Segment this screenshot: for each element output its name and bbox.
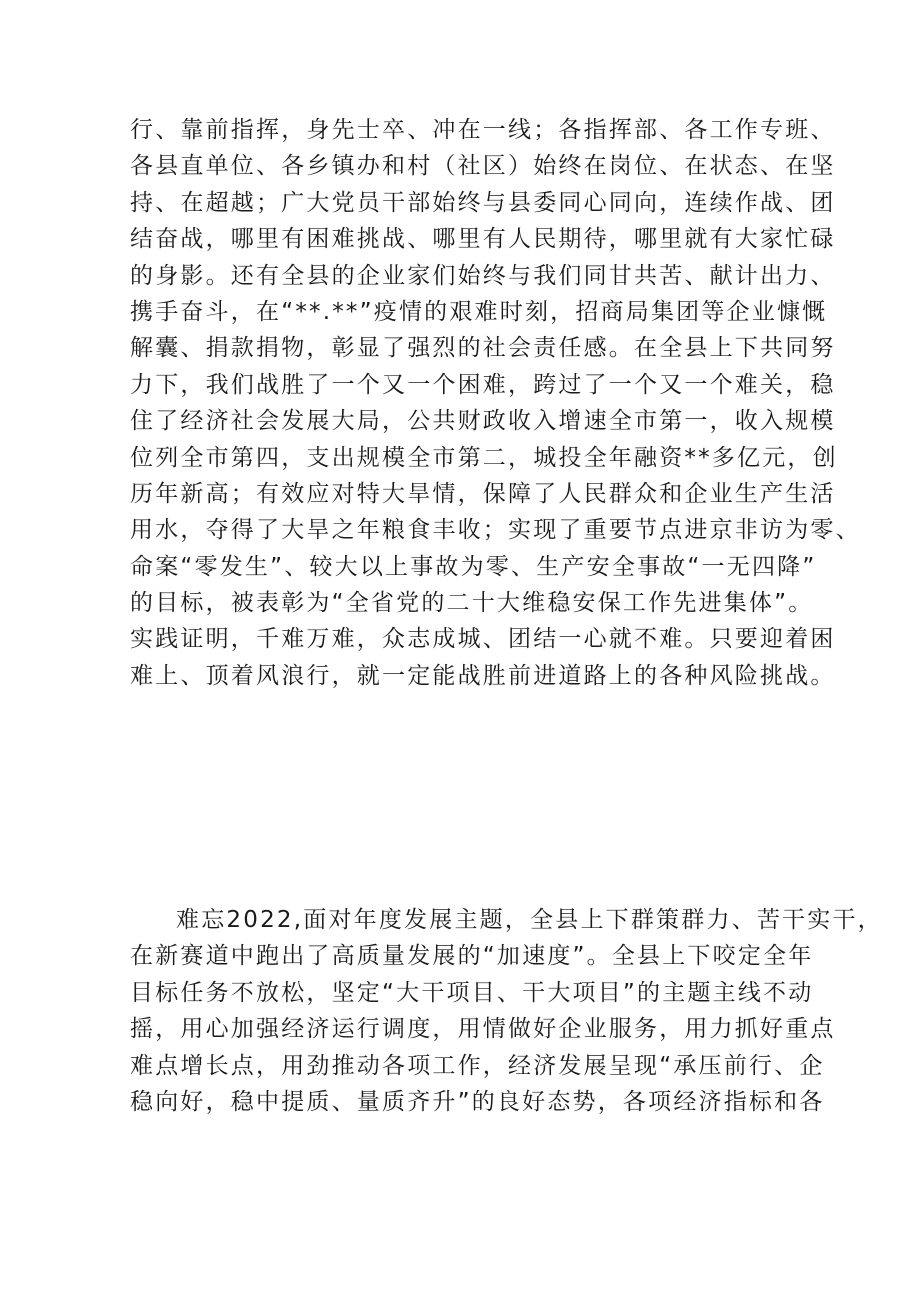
text-line: 住了经济社会发展大局，公共财政收入增速全市第一，收入规模	[130, 408, 836, 435]
text-line: 稳向好，稳中提质、量质齐升”的良好态势，各项经济指标和各	[130, 1088, 825, 1115]
text-line: 难上、顶着风浪行，就一定能战胜前进道路上的各种风险挑战。	[130, 662, 836, 689]
text-line: 的目标，被表彰为“全省党的二十大维稳安保工作先进集体”。	[130, 590, 814, 617]
text-line: 摇，用心加强经济运行调度，用情做好企业服务，用力抓好重点	[130, 1016, 836, 1043]
text-line: 难点增长点，用劲推动各项工作，经济发展呈现“承压前行、企	[130, 1052, 825, 1079]
text-line: 命案“零发生”、较大以上事故为零、生产安全事故“一无四降”	[130, 553, 817, 580]
text-line: 各县直单位、各乡镇办和村（社区）始终在岗位、在状态、在坚	[130, 153, 836, 180]
text-line-first: 难忘2022,面对年度发展主题，全县上下群策群力、苦干实干，	[176, 907, 883, 933]
text-line: 持、在超越；广大党员干部始终与县委同心同向，连续作战、团	[130, 189, 836, 216]
text-line: 解囊、捐款捐物，彰显了强烈的社会责任感。在全县上下共同努	[130, 335, 836, 362]
text-line: 历年新高；有效应对特大旱情，保障了人民群众和企业生产生活	[130, 480, 836, 507]
text-line: 力下，我们战胜了一个又一个困难，跨过了一个又一个难关，稳	[130, 371, 836, 398]
text-line: 目标任务不放松，坚定“大干项目、干大项目”的主题主线不动	[130, 979, 814, 1006]
text-line: 的身影。还有全县的企业家们始终与我们同甘共苦、献计出力、	[130, 262, 836, 289]
text-line: 实践证明，千难万难，众志成城、团结一心就不难。只要迎着困	[130, 626, 836, 653]
text-line: 结奋战，哪里有困难挑战、哪里有人民期待，哪里就有大家忙碌	[130, 226, 836, 253]
text-line: 行、靠前指挥，身先士卒、冲在一线；各指挥部、各工作专班、	[130, 117, 836, 143]
text-line: 在新赛道中跑出了高质量发展的“加速度”。全县上下咬定全年	[130, 943, 814, 970]
text-line: 位列全市第四，支出规模全市第二，城投全年融资**多亿元，创	[130, 444, 838, 471]
paragraph-1	[130, 112, 861, 694]
paragraph-2	[130, 902, 883, 1120]
text-line: 用水，夺得了大旱之年粮食丰收；实现了重要节点进京非访为零、	[130, 517, 861, 544]
text-line: 携手奋斗，在“**.**”疫情的艰难时刻，招商局集团等企业慷慨	[130, 298, 828, 325]
